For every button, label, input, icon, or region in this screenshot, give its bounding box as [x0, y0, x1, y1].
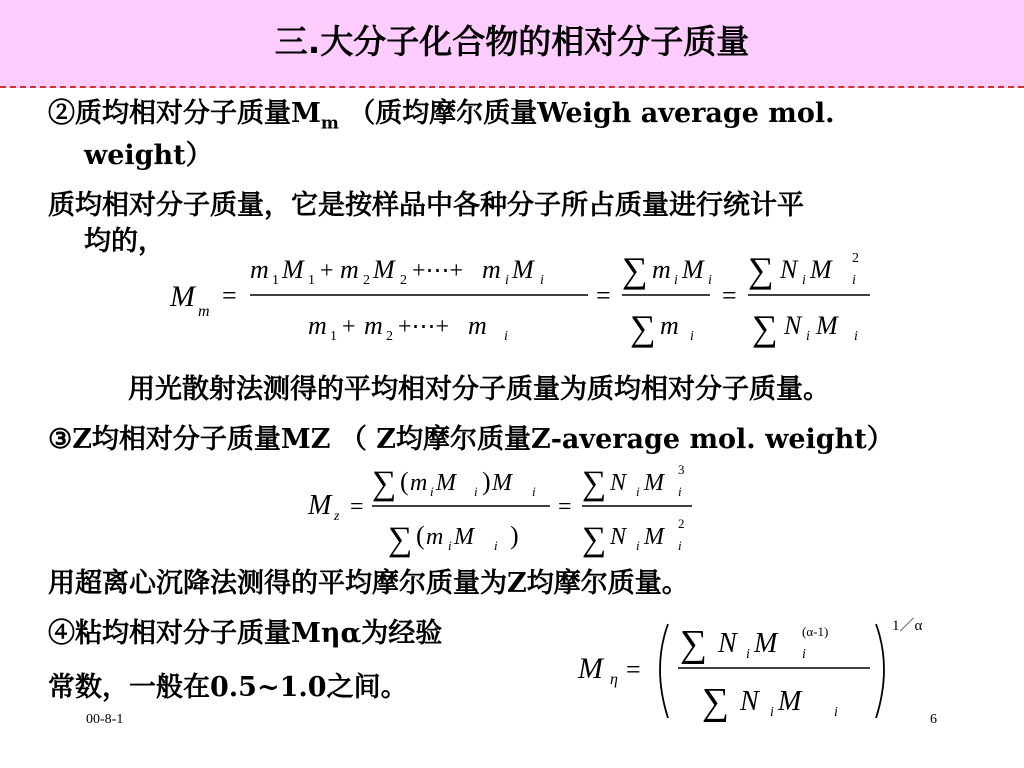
svg-text:1: 1 — [330, 329, 337, 344]
svg-text:i: i — [854, 329, 858, 344]
svg-text:i: i — [430, 484, 434, 499]
svg-text:z: z — [334, 509, 340, 524]
svg-text:M: M — [308, 490, 332, 521]
svg-text:∑: ∑ — [748, 250, 774, 290]
svg-text:(: ( — [400, 467, 409, 496]
svg-text:M: M — [644, 470, 664, 496]
weight-average-formula — [160, 240, 880, 360]
svg-text:=: = — [558, 494, 572, 520]
svg-text:M: M — [492, 470, 512, 496]
section2-heading-prefix: ②质均相对分子质量M — [48, 98, 321, 129]
svg-text:3: 3 — [678, 462, 685, 477]
svg-text:η: η — [610, 671, 618, 688]
svg-text:=: = — [350, 494, 364, 520]
svg-text:m: m — [426, 524, 444, 550]
svg-text:i: i — [540, 273, 544, 288]
section4-heading: ④粘均相对分子质量Mηα为经验 — [48, 618, 443, 649]
svg-text:i: i — [802, 647, 806, 662]
svg-text:i: i — [852, 273, 856, 288]
svg-text:N: N — [784, 311, 802, 340]
svg-text:M: M — [754, 628, 778, 659]
svg-text:M: M — [682, 255, 704, 284]
svg-text:+: + — [342, 314, 356, 340]
svg-text:M: M — [373, 255, 395, 284]
svg-text:1／α: 1／α — [892, 618, 923, 634]
section2-note: 用光散射法测得的平均相对分子质量为质均相对分子质量。 — [128, 374, 830, 405]
svg-text:i: i — [834, 705, 838, 720]
svg-text:i: i — [678, 538, 682, 553]
svg-text:N: N — [718, 628, 737, 659]
svg-text:i: i — [806, 329, 810, 344]
section2-heading-rest: （质均摩尔质量Weigh average mol. — [338, 98, 835, 129]
section3-note: 用超离心沉降法测得的平均摩尔质量为Z均摩尔质量。 — [48, 568, 689, 599]
svg-text:∑: ∑ — [372, 465, 397, 502]
svg-text:): ) — [482, 467, 491, 496]
slide-title: 三.大分子化合物的相对分子质量 — [274, 22, 750, 61]
svg-text:m: m — [250, 255, 269, 284]
svg-text:i: i — [505, 273, 509, 288]
svg-text:=: = — [222, 281, 237, 310]
svg-text:∑: ∑ — [582, 465, 607, 502]
svg-text:M: M — [778, 686, 802, 717]
svg-text:2: 2 — [400, 273, 407, 288]
svg-text:m: m — [652, 255, 671, 284]
svg-text:1: 1 — [272, 273, 279, 288]
svg-text:+: + — [320, 258, 334, 284]
svg-text:i: i — [636, 484, 640, 499]
svg-text:i: i — [674, 273, 678, 288]
svg-text:m: m — [340, 255, 359, 284]
svg-text:M: M — [810, 255, 832, 284]
svg-text:m: m — [660, 311, 679, 340]
svg-text:): ) — [510, 521, 519, 550]
svg-text:i: i — [504, 329, 508, 344]
svg-text:M: M — [512, 255, 534, 284]
svg-text:=: = — [596, 281, 611, 310]
section4-line2: 常数，一般在0.5~1.0之间。 — [48, 672, 408, 703]
svg-text:N: N — [780, 255, 798, 284]
svg-text:M: M — [644, 524, 664, 550]
svg-text:+⋯+: +⋯+ — [412, 258, 464, 284]
svg-text:m: m — [468, 311, 487, 340]
section2-heading-sub: m — [320, 113, 339, 134]
svg-text:m: m — [482, 255, 501, 284]
svg-text:1: 1 — [308, 273, 315, 288]
svg-text:=: = — [626, 655, 641, 684]
svg-text:2: 2 — [852, 251, 859, 266]
svg-text:2: 2 — [678, 516, 685, 531]
viscosity-average-formula — [570, 610, 950, 726]
section2-heading — [48, 98, 835, 134]
svg-text:∑: ∑ — [680, 623, 708, 665]
svg-text:M: M — [436, 470, 456, 496]
svg-text:M: M — [816, 311, 838, 340]
z-average-formula — [300, 456, 720, 560]
svg-text:N: N — [740, 686, 759, 717]
svg-text:i: i — [448, 538, 452, 553]
svg-text:i: i — [770, 705, 774, 720]
footer-date: 00-8-1 — [86, 712, 124, 727]
svg-text:M: M — [578, 652, 603, 685]
svg-text:N: N — [610, 470, 627, 496]
title-bar — [0, 0, 1024, 88]
svg-text:(: ( — [416, 521, 425, 550]
svg-text:m: m — [198, 303, 210, 320]
svg-text:2: 2 — [363, 273, 370, 288]
svg-text:i: i — [708, 273, 712, 288]
svg-text:i: i — [474, 484, 478, 499]
section2-desc-line2: 均的， — [84, 226, 165, 257]
page-number: 6 — [930, 712, 937, 727]
svg-text:i: i — [690, 329, 694, 344]
svg-text:M: M — [282, 255, 304, 284]
svg-text:M: M — [454, 524, 474, 550]
svg-text:i: i — [678, 484, 682, 499]
svg-text:(α-1): (α-1) — [802, 624, 829, 639]
svg-text:∑: ∑ — [582, 521, 607, 558]
svg-text:i: i — [636, 538, 640, 553]
svg-text:=: = — [722, 281, 737, 310]
svg-text:2: 2 — [386, 329, 393, 344]
section2-heading-line2: weight） — [84, 140, 213, 171]
svg-text:∑: ∑ — [388, 521, 413, 558]
section3-heading: ③Z均相对分子质量MZ （ Z均摩尔质量Z-average mol. weight） — [48, 424, 894, 455]
svg-text:m: m — [410, 470, 428, 496]
svg-text:i: i — [802, 273, 806, 288]
svg-text:∑: ∑ — [752, 308, 778, 348]
svg-text:∑: ∑ — [702, 681, 730, 723]
svg-text:∑: ∑ — [630, 308, 656, 348]
svg-text:i: i — [532, 484, 536, 499]
svg-text:m: m — [308, 311, 327, 340]
svg-text:M: M — [170, 280, 195, 313]
section2-desc-line1: 质均相对分子质量，它是按样品中各种分子所占质量进行统计平 — [48, 190, 804, 221]
svg-text:i: i — [746, 647, 750, 662]
svg-text:N: N — [610, 524, 627, 550]
svg-text:i: i — [494, 538, 498, 553]
svg-text:∑: ∑ — [622, 250, 648, 290]
svg-text:m: m — [364, 311, 383, 340]
svg-text:+⋯+: +⋯+ — [398, 314, 450, 340]
